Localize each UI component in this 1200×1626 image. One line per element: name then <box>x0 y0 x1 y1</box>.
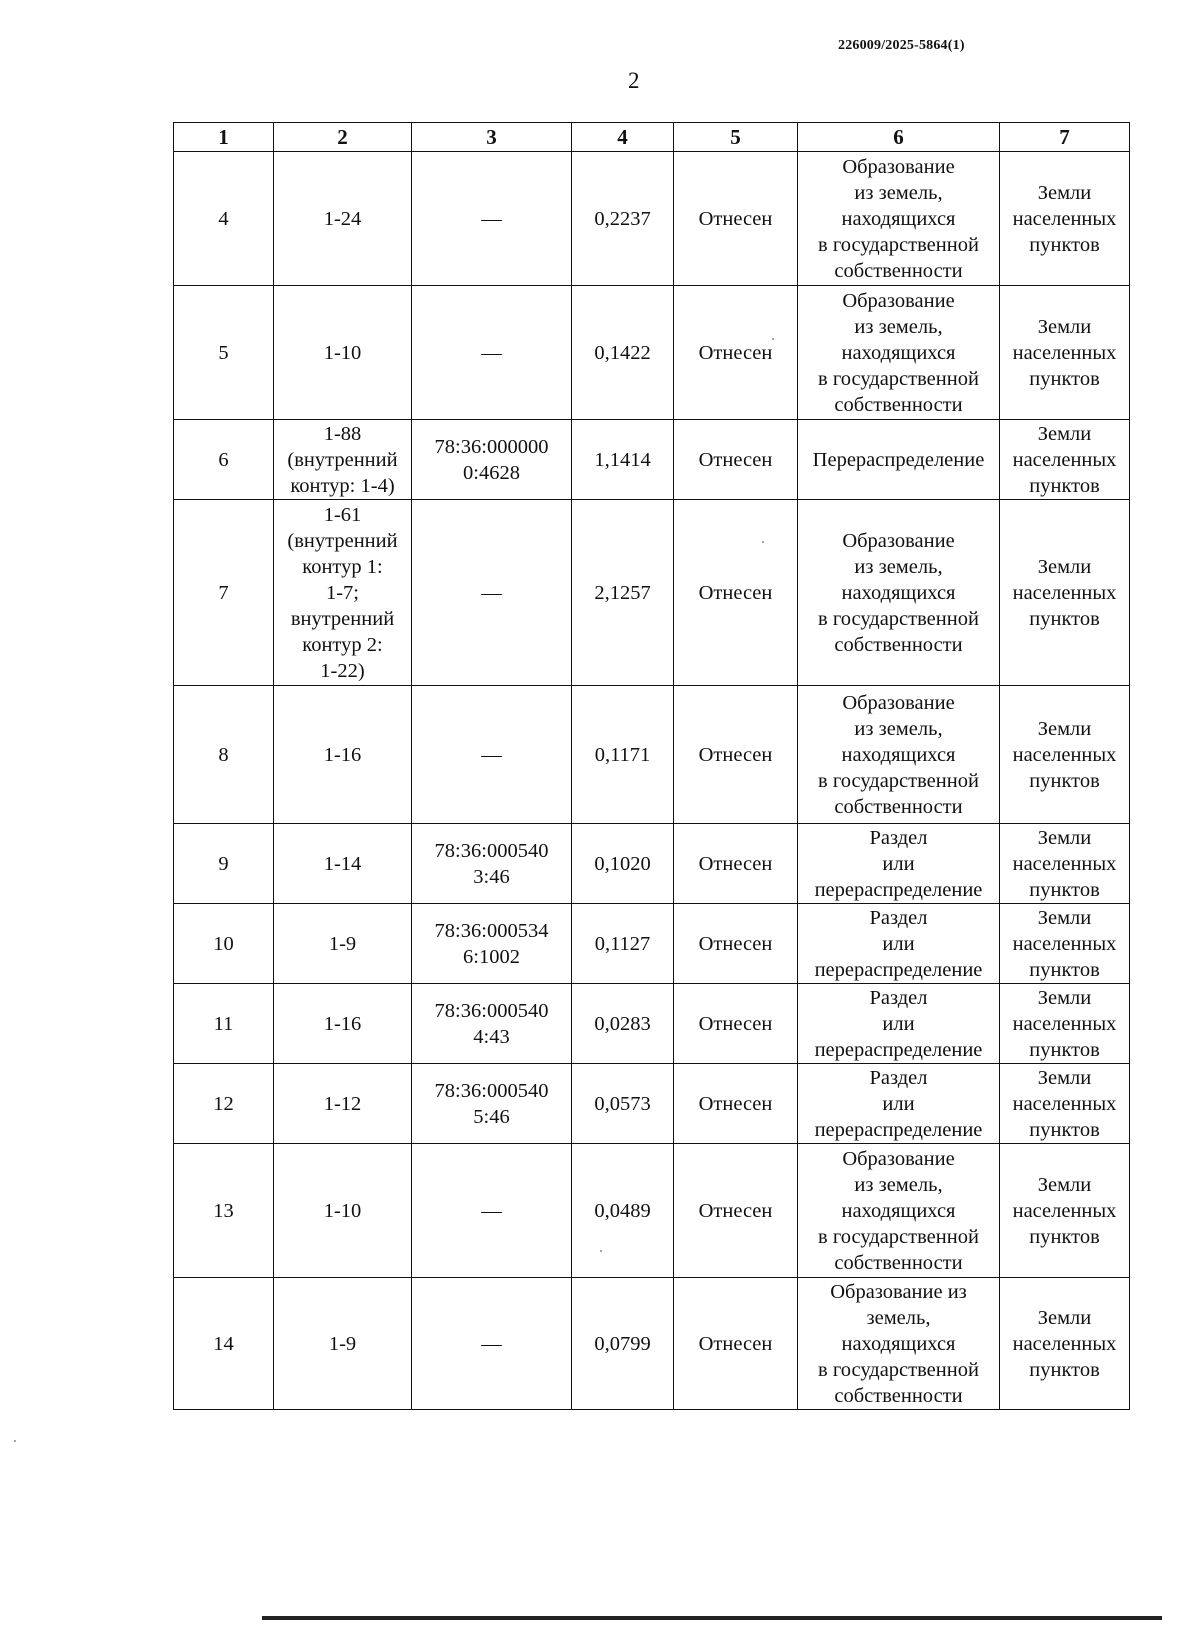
land-category-cell: Земли населенных пунктов <box>1000 984 1130 1064</box>
scan-speck <box>772 338 774 340</box>
land-category-cell: Земли населенных пунктов <box>1000 1144 1130 1278</box>
points-cell: 1-10 <box>274 1144 412 1278</box>
row-number-cell: 9 <box>174 824 274 904</box>
area-cell: 1,1414 <box>572 420 674 500</box>
row-number-cell: 6 <box>174 420 274 500</box>
table-row <box>174 420 1130 500</box>
land-category-cell: Земли населенных пунктов <box>1000 824 1130 904</box>
row-number-cell: 8 <box>174 686 274 824</box>
land-category-cell: Земли населенных пунктов <box>1000 152 1130 286</box>
column-header: 2 <box>274 123 412 152</box>
area-cell: 0,0489 <box>572 1144 674 1278</box>
cadastral-number-cell: — <box>412 152 572 286</box>
status-cell: Отнесен <box>674 420 798 500</box>
area-cell: 0,1020 <box>572 824 674 904</box>
status-cell: Отнесен <box>674 984 798 1064</box>
land-category-cell: Земли населенных пунктов <box>1000 420 1130 500</box>
document-registration-number: 226009/2025-5864(1) <box>838 38 965 53</box>
points-cell: 1-10 <box>274 286 412 420</box>
status-cell: Отнесен <box>674 286 798 420</box>
status-cell: Отнесен <box>674 500 798 686</box>
row-number-cell: 13 <box>174 1144 274 1278</box>
formation-method-cell: Образование из земель, находящихся в государственной собственности <box>798 500 1000 686</box>
page-number: 2 <box>628 68 640 93</box>
status-cell: Отнесен <box>674 152 798 286</box>
points-cell: 1-9 <box>274 904 412 984</box>
land-plots-table <box>173 122 1130 1410</box>
row-number-cell: 4 <box>174 152 274 286</box>
row-number-cell: 7 <box>174 500 274 686</box>
cadastral-number-cell: 78:36:000540 3:46 <box>412 824 572 904</box>
points-cell: 1-14 <box>274 824 412 904</box>
formation-method-cell: Раздел или перераспределение <box>798 824 1000 904</box>
table-row <box>174 1064 1130 1144</box>
formation-method-cell: Образование из земель, находящихся в государственной собственности <box>798 286 1000 420</box>
row-number-cell: 10 <box>174 904 274 984</box>
column-header: 5 <box>674 123 798 152</box>
area-cell: 0,0799 <box>572 1278 674 1410</box>
cadastral-number-cell: 78:36:000534 6:1002 <box>412 904 572 984</box>
points-cell: 1-16 <box>274 686 412 824</box>
row-number-cell: 14 <box>174 1278 274 1410</box>
status-cell: Отнесен <box>674 1064 798 1144</box>
formation-method-cell: Образование из земель, находящихся в государственной собственности <box>798 152 1000 286</box>
formation-method-cell: Перераспределение <box>798 420 1000 500</box>
land-category-cell: Земли населенных пунктов <box>1000 686 1130 824</box>
table-row <box>174 1278 1130 1410</box>
column-header: 7 <box>1000 123 1130 152</box>
area-cell: 0,1422 <box>572 286 674 420</box>
points-cell: 1-12 <box>274 1064 412 1144</box>
cadastral-number-cell: — <box>412 286 572 420</box>
formation-method-cell: Раздел или перераспределение <box>798 904 1000 984</box>
land-category-cell: Земли населенных пунктов <box>1000 1278 1130 1410</box>
formation-method-cell: Образование из земель, находящихся в государственной собственности <box>798 686 1000 824</box>
area-cell: 0,1171 <box>572 686 674 824</box>
column-header: 1 <box>174 123 274 152</box>
scan-speck <box>762 541 764 543</box>
area-cell: 0,0283 <box>572 984 674 1064</box>
status-cell: Отнесен <box>674 686 798 824</box>
row-number-cell: 12 <box>174 1064 274 1144</box>
formation-method-cell: Образование из земель, находящихся в государственной собственности <box>798 1278 1000 1410</box>
area-cell: 0,2237 <box>572 152 674 286</box>
points-cell: 1-61 (внутренний контур 1: 1-7; внутренний контур 2: 1-22) <box>274 500 412 686</box>
formation-method-cell: Образование из земель, находящихся в государственной собственности <box>798 1144 1000 1278</box>
row-number-cell: 5 <box>174 286 274 420</box>
status-cell: Отнесен <box>674 1144 798 1278</box>
table-row <box>174 824 1130 904</box>
status-cell: Отнесен <box>674 824 798 904</box>
table-row <box>174 1144 1130 1278</box>
points-cell: 1-88 (внутренний контур: 1-4) <box>274 420 412 500</box>
land-category-cell: Земли населенных пунктов <box>1000 500 1130 686</box>
scan-edge-line <box>262 1616 1162 1620</box>
row-number-cell: 11 <box>174 984 274 1064</box>
cadastral-number-cell: 78:36:000540 5:46 <box>412 1064 572 1144</box>
table-row <box>174 686 1130 824</box>
scan-speck <box>14 1440 16 1442</box>
area-cell: 0,0573 <box>572 1064 674 1144</box>
scan-speck <box>600 1250 602 1252</box>
area-cell: 0,1127 <box>572 904 674 984</box>
area-cell: 2,1257 <box>572 500 674 686</box>
status-cell: Отнесен <box>674 904 798 984</box>
formation-method-cell: Раздел или перераспределение <box>798 1064 1000 1144</box>
cadastral-number-cell: — <box>412 1278 572 1410</box>
column-header: 4 <box>572 123 674 152</box>
land-category-cell: Земли населенных пунктов <box>1000 1064 1130 1144</box>
points-cell: 1-9 <box>274 1278 412 1410</box>
table-row <box>174 904 1130 984</box>
table-row <box>174 152 1130 286</box>
cadastral-number-cell: — <box>412 1144 572 1278</box>
column-header: 6 <box>798 123 1000 152</box>
points-cell: 1-16 <box>274 984 412 1064</box>
table-row <box>174 984 1130 1064</box>
land-category-cell: Земли населенных пунктов <box>1000 286 1130 420</box>
formation-method-cell: Раздел или перераспределение <box>798 984 1000 1064</box>
status-cell: Отнесен <box>674 1278 798 1410</box>
table-row <box>174 500 1130 686</box>
land-category-cell: Земли населенных пунктов <box>1000 904 1130 984</box>
column-header: 3 <box>412 123 572 152</box>
cadastral-number-cell: — <box>412 500 572 686</box>
cadastral-number-cell: 78:36:000540 4:43 <box>412 984 572 1064</box>
cadastral-number-cell: — <box>412 686 572 824</box>
points-cell: 1-24 <box>274 152 412 286</box>
table-header-row <box>174 123 1130 152</box>
table-row <box>174 286 1130 420</box>
cadastral-number-cell: 78:36:000000 0:4628 <box>412 420 572 500</box>
